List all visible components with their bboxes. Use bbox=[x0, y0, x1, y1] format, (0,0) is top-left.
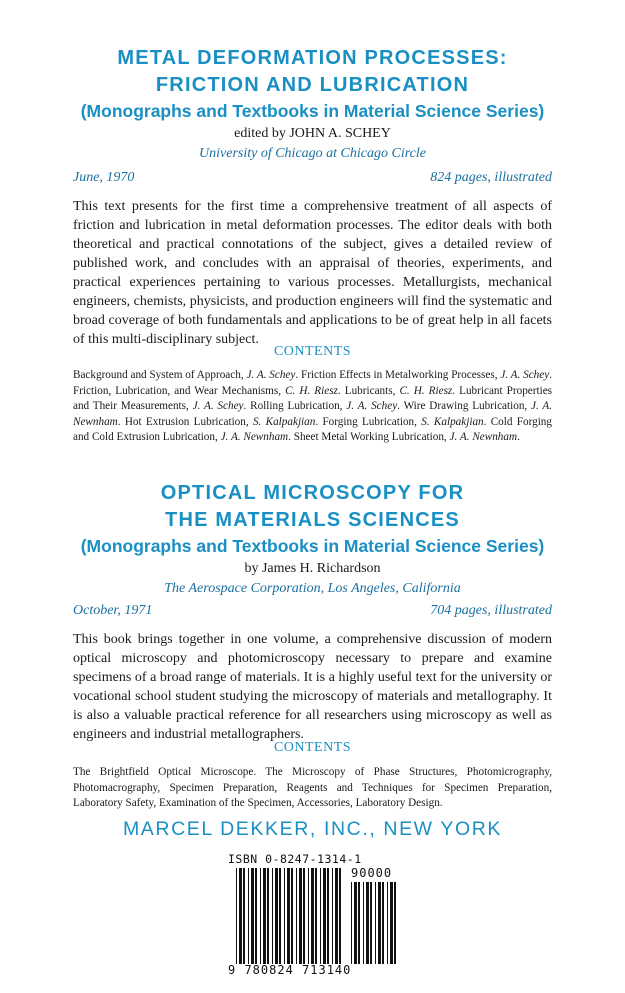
barcode-bar bbox=[332, 868, 333, 964]
barcode-bar bbox=[263, 868, 266, 964]
barcode-bar bbox=[296, 868, 297, 964]
contents-text: . Friction Effects in Metalworking Processes, bbox=[295, 369, 501, 381]
barcode-bar bbox=[311, 868, 314, 964]
contents-text: . Lubricants, bbox=[337, 384, 400, 397]
book1-series: (Monographs and Textbooks in Material Science Series) bbox=[80, 101, 545, 121]
barcode-bar bbox=[315, 868, 317, 964]
book1-pages: 824 pages, illustrated bbox=[430, 170, 552, 185]
barcode-bar bbox=[308, 868, 309, 964]
contents-text: Background and System of Approach, bbox=[73, 369, 247, 381]
barcode-bar bbox=[366, 882, 369, 964]
book2-pages: 704 pages, illustrated bbox=[430, 603, 552, 618]
publisher-line: MARCEL DEKKER, INC., NEW YORK bbox=[122, 818, 503, 840]
barcode-bar bbox=[260, 868, 261, 964]
contents-author: C. H. Riesz bbox=[399, 384, 453, 397]
book2-contents-heading: CONTENTS bbox=[273, 740, 352, 755]
barcode-bar bbox=[279, 868, 281, 964]
contents-author: J. A. Newnham bbox=[73, 400, 553, 428]
book1-description: This text presents for the first time a comprehensive treatment of all aspects of friction and lubrication in metal deformation processes. The editor deals with both theoretical and practical connotations of the subject, gives a detailed review of published work, and concludes with an appraisal of theories, experiments, and practical experiences pertaining to various processes. Metallurgists, mechanical engineers, chemists, physicists, and production engineers will find the systematic and broad coverage of both fundamentals and applications to be of great help in all facets of this multi-disciplinary subject. bbox=[73, 199, 552, 347]
barcode bbox=[228, 852, 404, 977]
barcode-bar bbox=[387, 882, 388, 964]
book1-contents bbox=[73, 368, 552, 446]
addon-number: 90000 bbox=[351, 866, 393, 880]
barcode-bar bbox=[358, 882, 360, 964]
barcode-bar bbox=[239, 868, 242, 964]
barcode-bar bbox=[255, 868, 257, 964]
barcode-bar bbox=[284, 868, 285, 964]
barcode-bar bbox=[390, 882, 393, 964]
contents-author: J. A. Newnham bbox=[220, 431, 289, 443]
contents-author: J. A. Newnham bbox=[449, 431, 518, 443]
barcode-bar bbox=[370, 882, 372, 964]
isbn-text: ISBN 0-8247-1314-1 bbox=[228, 852, 362, 866]
book2-series: (Monographs and Textbooks in Material Science Series) bbox=[80, 536, 545, 556]
book1-date: June, 1970 bbox=[73, 170, 135, 185]
contents-author: J. A. Schey bbox=[346, 400, 398, 412]
barcode-bar bbox=[287, 868, 290, 964]
contents-author: J. A. Schey bbox=[500, 369, 550, 381]
contents-author: C. H. Riesz bbox=[285, 384, 338, 397]
barcode-bar bbox=[251, 868, 254, 964]
addon-barcode-bars bbox=[351, 882, 399, 964]
barcode-bar bbox=[291, 868, 293, 964]
barcode-bar bbox=[303, 868, 305, 964]
barcode-bar bbox=[299, 868, 302, 964]
contents-text: . Wire Drawing Lubrication, bbox=[397, 400, 532, 412]
book2-title-line1: OPTICAL MICROSCOPY FOR bbox=[160, 482, 465, 504]
book2-affiliation: The Aerospace Corporation, Los Angeles, California bbox=[164, 581, 461, 596]
contents-author: S. Kalpakjian bbox=[421, 415, 484, 428]
book1-affiliation: University of Chicago at Chicago Circle bbox=[199, 146, 426, 161]
book1-editor: edited by JOHN A. SCHEY bbox=[234, 126, 391, 141]
barcode-bar bbox=[378, 882, 381, 964]
contents-text: . Lubricant Properties and Their Measurements, bbox=[73, 384, 553, 412]
book2-date: October, 1971 bbox=[73, 603, 153, 618]
book2-description: This book brings together in one volume, a comprehensive discussion of modern optical microscopy and photomicroscopy necessary to prepare and examine specimens of a broad range of materials. It is a highly useful text for the university or vocational school student studying the microscopy of materials and metallography. It is also a valuable practical reference for all researchers using microscopy as well as engineers and industrial metallographers. bbox=[73, 632, 552, 742]
barcode-bar bbox=[248, 868, 249, 964]
barcode-bar bbox=[272, 868, 273, 964]
book1-meta-row bbox=[73, 170, 552, 186]
barcode-bar bbox=[267, 868, 269, 964]
contents-text: . Rolling Lubrication, bbox=[243, 400, 347, 412]
barcode-bar bbox=[335, 868, 338, 964]
barcode-bar bbox=[236, 868, 237, 964]
ean-barcode-bars bbox=[236, 868, 344, 964]
book2-title-line2: THE MATERIALS SCIENCES bbox=[165, 509, 460, 531]
contents-text: . Cold Forging and Cold Extrusion Lubrication, bbox=[73, 415, 552, 443]
contents-text: . Hot Extrusion Lubrication, bbox=[117, 415, 253, 428]
contents-author: S. Kalpakjian bbox=[252, 415, 316, 428]
contents-author: J. A. Schey bbox=[246, 369, 296, 381]
barcode-bar bbox=[351, 882, 352, 964]
book1-title-line2: FRICTION AND LUBRICATION bbox=[155, 74, 470, 96]
barcode-bar bbox=[339, 868, 341, 964]
barcode-bar bbox=[323, 868, 326, 964]
contents-text: . Friction, Lubrication, and Wear Mechanisms, bbox=[73, 369, 553, 397]
barcode-bar bbox=[394, 882, 396, 964]
barcode-bar bbox=[375, 882, 376, 964]
contents-author: J. A. Schey bbox=[192, 400, 244, 412]
contents-text: . bbox=[517, 431, 520, 443]
barcode-bar bbox=[320, 868, 321, 964]
book1-contents-heading: CONTENTS bbox=[273, 344, 352, 359]
book2-meta-row bbox=[73, 603, 552, 619]
barcode-bar bbox=[363, 882, 364, 964]
barcode-bar bbox=[327, 868, 329, 964]
contents-text: . Forging Lubrication, bbox=[315, 415, 422, 428]
ean-number: 9 780824 713140 bbox=[228, 963, 352, 977]
barcode-bar bbox=[382, 882, 384, 964]
barcode-bar bbox=[243, 868, 245, 964]
book1-title-line1: METAL DEFORMATION PROCESSES: bbox=[117, 47, 508, 69]
barcode-bar bbox=[275, 868, 278, 964]
book2-author: by James H. Richardson bbox=[244, 561, 381, 576]
book2-contents: The Brightfield Optical Microscope. The Microscopy of Phase Structures, Photomicrography, Photomacrography, Specimen Preparation, Reagents and Techniques for Specimen Preparation, Laboratory Safety, Examination of the Specimen, Accessories, Laboratory Design. bbox=[73, 766, 552, 809]
barcode-bar bbox=[354, 882, 357, 964]
contents-text: . Sheet Metal Working Lubrication, bbox=[288, 431, 450, 443]
